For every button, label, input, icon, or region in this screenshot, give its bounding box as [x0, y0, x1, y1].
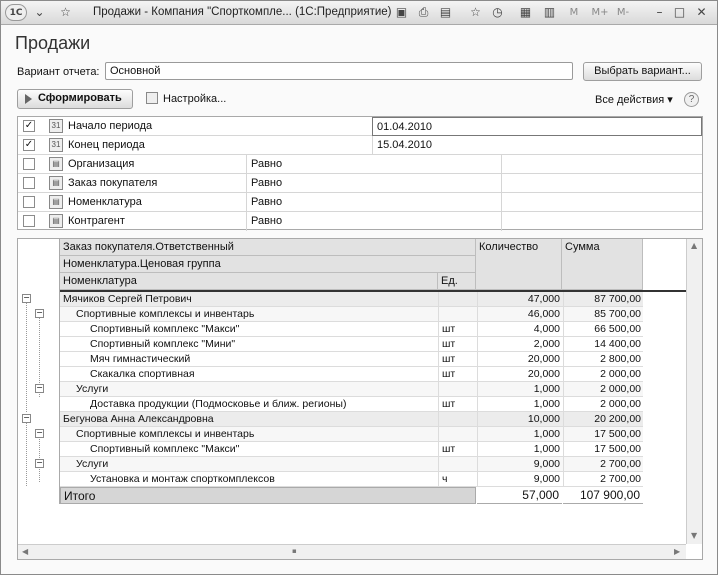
row-unit — [438, 412, 476, 427]
row-quantity: 1,000 — [477, 427, 562, 442]
header-responsible: Заказ покупателя.Ответственный — [60, 239, 476, 256]
generate-button-label: Сформировать — [38, 92, 122, 104]
filter-checkbox[interactable]: ✓ — [24, 120, 34, 131]
row-sum: 87 700,00 — [563, 292, 643, 307]
filter-value[interactable]: 01.04.2010 — [372, 117, 702, 136]
collapse-icon[interactable]: − — [36, 383, 43, 392]
filter-name: Заказ покупателя — [68, 177, 158, 189]
memory-button-m-minus[interactable]: M- — [616, 7, 630, 18]
row-unit: шт — [438, 322, 476, 337]
settings-link[interactable]: Настройка... — [163, 93, 227, 105]
row-quantity: 1,000 — [477, 397, 562, 412]
header-unit: Ед. — [438, 273, 476, 290]
calendar-icon: 31 — [49, 138, 63, 152]
row-unit — [438, 307, 476, 322]
row-sum: 85 700,00 — [563, 307, 643, 322]
filter-condition[interactable]: Равно — [246, 193, 502, 212]
scroll-up-icon[interactable]: ▲ — [691, 241, 698, 250]
row-unit: шт — [438, 352, 476, 367]
table-row[interactable] — [60, 307, 643, 322]
row-sum: 2 000,00 — [563, 397, 643, 412]
filter-row[interactable] — [18, 193, 702, 212]
row-quantity: 1,000 — [477, 442, 562, 457]
row-quantity: 9,000 — [477, 472, 562, 487]
row-sum: 14 400,00 — [563, 337, 643, 352]
row-name: Спортивный комплекс "Мини" — [90, 338, 236, 350]
table-row[interactable] — [60, 292, 643, 307]
report-spreadsheet[interactable] — [17, 238, 703, 560]
filter-field-icon: ▤ — [49, 214, 63, 228]
row-name: Скакалка спортивная — [90, 368, 195, 380]
total-label: Итого — [60, 487, 476, 504]
header-sum: Сумма — [562, 239, 643, 290]
filter-condition[interactable]: Равно — [246, 212, 502, 231]
variant-label: Вариант отчета: — [17, 66, 100, 78]
table-row[interactable] — [60, 352, 643, 367]
filter-name: Организация — [68, 158, 135, 170]
filter-condition[interactable]: Равно — [246, 155, 502, 174]
filter-divider — [501, 155, 502, 231]
table-row[interactable] — [60, 367, 643, 382]
table-row[interactable] — [60, 412, 643, 427]
app-logo-icon[interactable]: 1С — [5, 4, 27, 21]
row-sum: 17 500,00 — [563, 427, 643, 442]
total-sum: 107 900,00 — [563, 487, 643, 504]
scroll-left-icon[interactable]: ◀ — [22, 547, 29, 556]
print-icon[interactable]: ⎙ — [418, 5, 429, 19]
row-quantity: 20,000 — [477, 367, 562, 382]
row-name: Спортивные комплексы и инвентарь — [76, 308, 255, 320]
filter-row[interactable] — [18, 212, 702, 231]
row-name: Спортивный комплекс "Макси" — [90, 443, 240, 455]
row-sum: 20 200,00 — [563, 412, 643, 427]
calendar-icon[interactable]: ▥ — [543, 5, 556, 19]
window-title: Продажи - Компания "Спорткомпле... (1С:Предприятие) — [93, 6, 392, 18]
vertical-scrollbar[interactable] — [686, 239, 702, 544]
help-icon[interactable]: ? — [684, 92, 699, 107]
row-unit — [438, 292, 476, 307]
save-icon[interactable]: ▣ — [395, 5, 408, 19]
filter-row[interactable] — [18, 174, 702, 193]
table-row[interactable] — [60, 457, 643, 472]
page-title: Продажи — [15, 33, 91, 53]
generate-button[interactable] — [17, 89, 133, 109]
table-row[interactable] — [60, 427, 643, 442]
variant-input[interactable]: Основной — [105, 62, 573, 80]
row-name: Мяч гимнастический — [90, 353, 191, 365]
filter-condition[interactable]: Равно — [246, 174, 502, 193]
calendar-icon: 31 — [49, 119, 63, 133]
choose-variant-button[interactable]: Выбрать вариант... — [583, 62, 702, 81]
scroll-thumb-grip[interactable]: ▪ — [292, 547, 297, 555]
scroll-down-icon[interactable]: ▼ — [691, 531, 698, 540]
row-sum: 2 800,00 — [563, 352, 643, 367]
table-row[interactable] — [60, 382, 643, 397]
title-bar — [1, 1, 717, 25]
row-quantity: 9,000 — [477, 457, 562, 472]
settings-icon[interactable] — [146, 92, 158, 104]
filter-checkbox[interactable] — [23, 177, 35, 189]
row-sum: 2 700,00 — [563, 457, 643, 472]
collapse-icon[interactable]: − — [36, 308, 43, 317]
row-quantity: 4,000 — [477, 322, 562, 337]
row-sum: 66 500,00 — [563, 322, 643, 337]
row-name: Услуги — [76, 383, 109, 395]
filter-value[interactable]: 15.04.2010 — [372, 136, 702, 155]
scroll-right-icon[interactable]: ▶ — [674, 547, 681, 556]
table-row[interactable] — [60, 337, 643, 352]
row-name: Бегунова Анна Александровна — [63, 413, 214, 425]
filter-row[interactable] — [18, 155, 702, 174]
total-quantity: 57,000 — [477, 487, 562, 504]
row-unit: ч — [438, 472, 476, 487]
play-icon — [25, 94, 32, 104]
header-nomenclature: Номенклатура — [60, 273, 438, 290]
filter-checkbox[interactable] — [23, 215, 35, 227]
horizontal-scrollbar[interactable] — [18, 544, 686, 559]
row-quantity: 20,000 — [477, 352, 562, 367]
collapse-icon[interactable]: − — [23, 413, 30, 422]
filter-field-icon: ▤ — [49, 157, 63, 171]
filter-name: Номенклатура — [68, 196, 142, 208]
row-quantity: 10,000 — [477, 412, 562, 427]
all-actions-menu[interactable]: Все действия ▾ — [595, 94, 673, 106]
row-sum: 2 700,00 — [563, 472, 643, 487]
tree-line — [26, 422, 27, 486]
row-name: Доставка продукции (Подмосковье и ближ. регионы) — [90, 398, 347, 410]
calculator-icon[interactable]: ▦ — [519, 5, 532, 19]
star-icon[interactable]: ☆ — [60, 5, 71, 19]
row-unit — [438, 427, 476, 442]
filter-field-icon: ▤ — [49, 195, 63, 209]
total-row[interactable] — [60, 487, 643, 504]
table-row[interactable] — [60, 442, 643, 457]
close-icon[interactable]: ✕ — [696, 5, 707, 19]
memory-button-m-plus[interactable]: M+ — [591, 7, 609, 18]
filter-name: Начало периода — [68, 120, 153, 132]
collapse-icon[interactable]: − — [23, 293, 30, 302]
filter-name: Конец периода — [68, 139, 145, 151]
header-price-group: Номенклатура.Ценовая группа — [60, 256, 476, 273]
row-name: Спортивный комплекс "Макси" — [90, 323, 240, 335]
row-name: Мячиков Сергей Петрович — [63, 293, 192, 305]
row-unit: шт — [438, 442, 476, 457]
row-name: Услуги — [76, 458, 109, 470]
row-name: Спортивные комплексы и инвентарь — [76, 428, 255, 440]
row-unit: шт — [438, 337, 476, 352]
filter-checkbox[interactable]: ✓ — [24, 139, 34, 150]
row-name: Установка и монтаж спорткомплексов — [90, 473, 275, 485]
filter-checkbox[interactable] — [23, 196, 35, 208]
row-sum: 2 000,00 — [563, 382, 643, 397]
table-row[interactable] — [60, 397, 643, 412]
maximize-icon[interactable]: □ — [673, 5, 686, 19]
row-unit — [438, 457, 476, 472]
table-row[interactable] — [60, 472, 643, 487]
filter-row[interactable] — [18, 117, 702, 136]
memory-button-m[interactable]: M — [569, 7, 579, 18]
filter-row[interactable] — [18, 136, 702, 155]
row-quantity: 1,000 — [477, 382, 562, 397]
collapse-icon[interactable]: − — [36, 428, 43, 437]
collapse-icon[interactable]: − — [36, 458, 43, 467]
row-unit: шт — [438, 397, 476, 412]
history-icon[interactable]: ◷ — [492, 5, 503, 19]
tree-line — [26, 302, 27, 412]
table-row[interactable] — [60, 322, 643, 337]
filter-name: Контрагент — [68, 215, 125, 227]
header-quantity: Количество — [476, 239, 562, 290]
minimize-icon[interactable]: – — [656, 5, 663, 19]
preview-icon[interactable]: ▤ — [439, 5, 452, 19]
row-sum: 2 000,00 — [563, 367, 643, 382]
row-unit: шт — [438, 367, 476, 382]
row-sum: 17 500,00 — [563, 442, 643, 457]
dropdown-icon[interactable]: ⌄ — [34, 5, 45, 19]
row-quantity: 47,000 — [477, 292, 562, 307]
filter-field-icon: ▤ — [49, 176, 63, 190]
filter-table — [17, 116, 703, 230]
filter-checkbox[interactable] — [23, 158, 35, 170]
row-unit — [438, 382, 476, 397]
favorite-icon[interactable]: ☆ — [470, 5, 481, 19]
row-quantity: 2,000 — [477, 337, 562, 352]
row-quantity: 46,000 — [477, 307, 562, 322]
